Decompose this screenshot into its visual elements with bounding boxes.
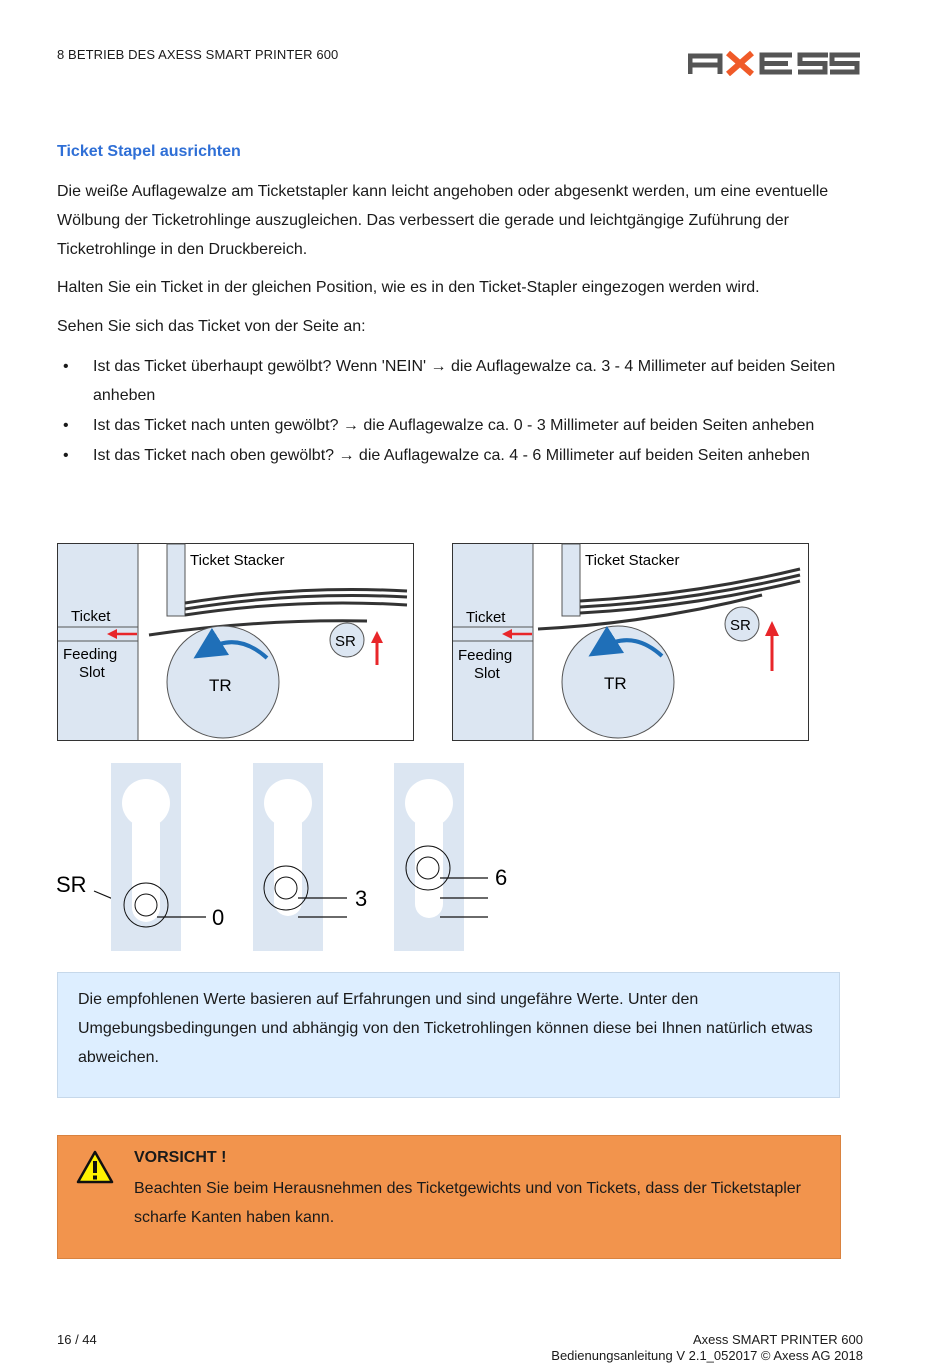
header-section-title: 8 BETRIEB DES AXESS SMART PRINTER 600 — [57, 47, 339, 62]
slot-value-3: 3 — [355, 886, 368, 911]
stacker-label: Ticket Stacker — [585, 552, 680, 569]
ticket-label: Ticket — [71, 608, 111, 625]
warning-text: Beachten Sie beim Herausnehmen des Ticketgewichts und von Tickets, dass der Ticketstapler scharfe Kanten haben kann. — [134, 1180, 802, 1226]
sr-label: SR — [335, 633, 356, 650]
slot-value-0: 0 — [212, 905, 225, 930]
paragraph-hold-ticket: Halten Sie ein Ticket in der gleichen Position, wie es in den Ticket-Stapler eingezogen werden wird. — [57, 279, 760, 296]
slot-value-6: 6 — [495, 865, 508, 890]
list-item: • Ist das Ticket nach oben gewölbt? → die Auflagewalze ca. 4 - 6 Millimeter auf beiden Seiten anheben — [57, 441, 847, 470]
paragraph-intro: Die weiße Auflagewalze am Ticketstapler kann leicht angehoben oder abgesenkt werden, um eine eventuelle Wölbung der Ticketrohlinge auszugleichen. Das verbessert die gerade und leichtgängige Zuführung der Ticketrohlinge in den Druckbereich. — [57, 183, 829, 258]
stacker-label: Ticket Stacker — [190, 552, 285, 569]
section-heading: Ticket Stapel ausrichten — [57, 143, 241, 160]
info-box — [57, 972, 840, 1098]
slot-position-diagram — [50, 760, 520, 955]
feeding-label: Feeding — [458, 647, 513, 664]
tr-label: TR — [209, 676, 232, 695]
list-item: • Ist das Ticket nach unten gewölbt? → die Auflagewalze ca. 0 - 3 Millimeter auf beiden Seiten anheben — [57, 411, 847, 440]
footer-product: Axess SMART PRINTER 600 — [692, 1332, 863, 1347]
stacker-diagram-down — [57, 543, 414, 741]
stacker-diagram-up — [452, 543, 809, 741]
paragraph-side-view: Sehen Sie sich das Ticket von der Seite an: — [57, 318, 366, 335]
warning-box — [57, 1135, 841, 1259]
footer-doc: Bedienungsanleitung V 2.1_052017 © Axess AG 2018 — [551, 1348, 863, 1363]
page-number: 16 / 44 — [57, 1332, 97, 1347]
info-text: Die empfohlenen Werte basieren auf Erfahrungen und sind ungefähre Werte. Unter den Umgebungsbedingungen und abhängig von den Ticketrohlingen können diese bei Ihnen natürlich etwas abweichen. — [78, 991, 813, 1066]
slot-sr-label: SR — [56, 872, 87, 897]
bullet-list — [57, 352, 847, 471]
warning-title: VORSICHT ! — [134, 1149, 227, 1166]
tr-label: TR — [604, 674, 627, 693]
footer-info — [551, 1332, 863, 1364]
slot-label: Slot — [79, 664, 105, 681]
warning-icon — [76, 1150, 114, 1184]
sr-label: SR — [730, 617, 751, 634]
ticket-label: Ticket — [466, 609, 506, 626]
feeding-label: Feeding — [63, 646, 118, 663]
list-item: • Ist das Ticket überhaupt gewölbt? Wenn 'NEIN' → die Auflagewalze ca. 3 - 4 Millimeter auf beiden Seiten anheben — [57, 352, 847, 410]
slot-label: Slot — [474, 665, 500, 682]
axess-logo — [688, 50, 862, 76]
